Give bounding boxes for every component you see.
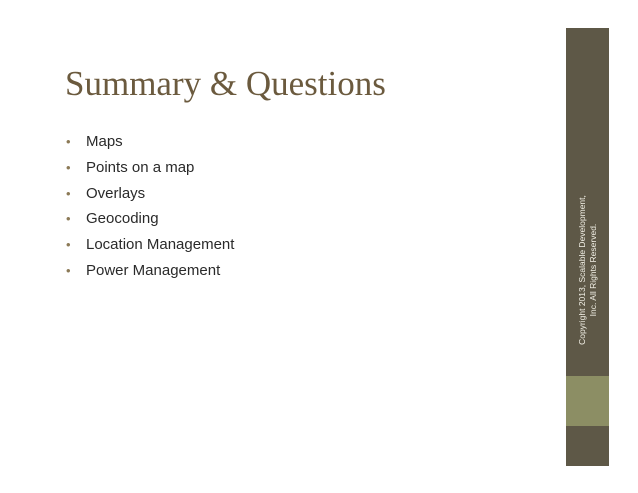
bullet-text: Maps: [86, 133, 123, 150]
bullet-icon: •: [66, 211, 71, 227]
bullet-icon: •: [66, 185, 71, 201]
bullet-text: Geocoding: [86, 210, 159, 228]
bullet-icon: •: [66, 262, 71, 278]
bullet-item: [66, 159, 234, 185]
bullet-icon: •: [66, 159, 71, 175]
bullet-text: Location Management: [86, 236, 235, 254]
bullet-icon: •: [66, 237, 71, 253]
sidebar-accent-block: [566, 376, 609, 426]
bullet-item: [66, 210, 234, 236]
bullet-icon: •: [66, 134, 71, 149]
bullet-text: Power Management: [86, 261, 221, 279]
bullet-item: [66, 236, 234, 262]
bullet-item: [66, 262, 234, 288]
bullet-text: Overlays: [86, 184, 146, 202]
slide-title: Summary & Questions: [65, 64, 386, 103]
bullet-list: [66, 133, 234, 288]
bullet-text: Points on a map: [86, 158, 195, 176]
bullet-item: [66, 185, 234, 211]
bullet-item: [66, 133, 234, 159]
copyright-notice: Copyright 2013, Scalable Development, Inc. All Rights Reserved.: [577, 195, 598, 345]
